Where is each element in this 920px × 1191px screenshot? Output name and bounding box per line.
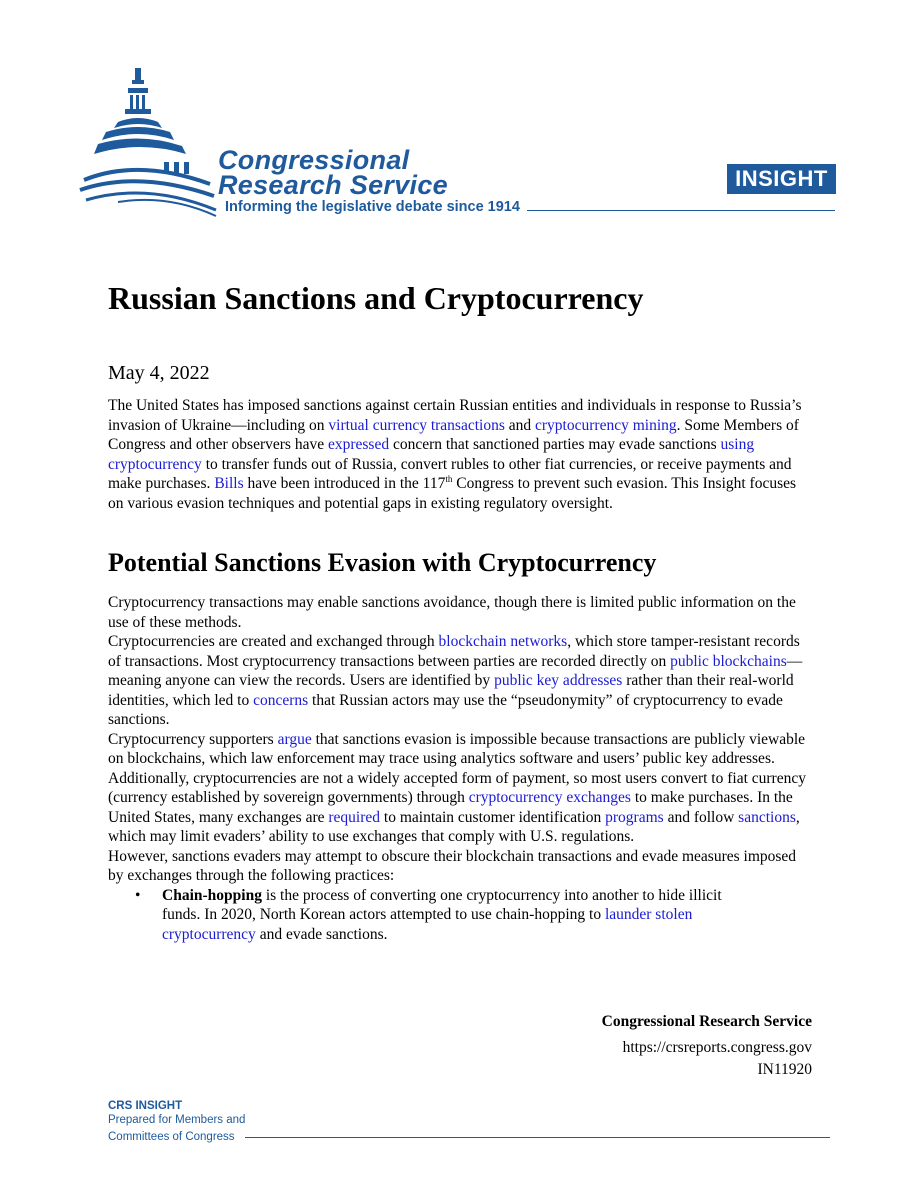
link-argue[interactable]: argue	[277, 730, 312, 748]
link-concerns[interactable]: concerns	[253, 691, 309, 709]
org-tagline: Informing the legislative debate since 1914	[225, 199, 520, 215]
section-heading: Potential Sanctions Evasion with Cryptocurrency	[108, 548, 657, 577]
link-sanctions[interactable]: sanctions	[738, 808, 796, 826]
publication-date: May 4, 2022	[108, 362, 210, 384]
text-run: to transfer funds out of Russia, convert rubles to other fiat currencies, or receive payments and make purchases.	[108, 455, 792, 492]
text-run: Cryptocurrency supporters	[108, 730, 278, 748]
text-run: . Some Members of Congress and other observers have	[108, 416, 799, 453]
link-expressed[interactable]: expressed	[327, 436, 390, 453]
footer-org-name: Congressional Research Service	[601, 1013, 812, 1030]
text-run: —meaning anyone can view the records. Users are identified by	[108, 652, 803, 689]
text-run: The United States has imposed sanctions against certain Russian entities and individuals in response to Russia’s invasion of Ukraine—including on	[108, 397, 802, 434]
link-public-blockchains[interactable]: public blockchains	[670, 652, 787, 670]
list-item	[162, 886, 808, 945]
link-programs[interactable]: programs	[605, 808, 664, 826]
paragraph-4: However, sanctions evaders may attempt to obscure their blockchain transactions and evade measures imposed by exchanges through the following practices:	[108, 847, 797, 884]
page-title: Russian Sanctions and Cryptocurrency	[108, 280, 644, 316]
superscript-th: th	[445, 473, 453, 484]
link-bills[interactable]: Bills	[214, 475, 244, 492]
link-cryptocurrency-mining[interactable]: cryptocurrency mining	[535, 416, 677, 434]
text-run: and evade sanctions.	[255, 925, 388, 943]
text-run: that sanctions evasion is impossible because transactions are publicly viewable on blockchains, which law enforcement may trace using analytics software and users’ public key addresses. Additionally, cryptocurrencies are not a widely accepted form of payment, so most users convert to fiat currency (currency established by sovereign governments) through	[108, 730, 806, 806]
intro-paragraph	[108, 396, 808, 513]
footer-prepared-line2: Committees of Congress	[108, 1131, 235, 1143]
link-cryptocurrency-exchanges[interactable]: cryptocurrency exchanges	[468, 789, 631, 806]
text-run: to maintain customer identification	[380, 808, 606, 826]
paragraph-1: Cryptocurrency transactions may enable sanctions avoidance, though there is limited public information on the use of these methods.	[108, 594, 796, 631]
text-run: Congress to prevent such evasion. This Insight focuses on various evasion techniques and potential gaps in existing regulatory oversight.	[108, 475, 797, 512]
text-run: have been introduced in the 117	[243, 475, 446, 492]
footer-prepared-line1: Prepared for Members and	[108, 1114, 246, 1126]
text-run: that Russian actors may use the “pseudonymity” of cryptocurrency to evade sanctions.	[108, 691, 783, 728]
bullet-term: Chain-hopping	[162, 886, 262, 904]
paragraph-3	[108, 730, 808, 847]
org-name-line1: Congressional	[218, 145, 410, 175]
link-launder-stolen-cryptocurrency[interactable]: launder stolen cryptocurrency	[162, 906, 693, 943]
footer-rule	[245, 1137, 830, 1138]
text-run: and	[504, 416, 536, 434]
section-body	[108, 593, 808, 944]
text-run: Cryptocurrencies are created and exchanged through	[108, 633, 439, 650]
text-run: rather than their real-world identities, which led to	[108, 672, 794, 709]
text-run: is the process of converting one cryptocurrency into another to hide illicit funds. In 2020, North Korean actors attempted to use chain-hopping to	[162, 886, 722, 923]
paragraph-2	[108, 632, 808, 730]
text-run: , which may limit evaders’ ability to use exchanges that comply with U.S. regulations.	[108, 808, 800, 845]
insight-badge: INSIGHT	[727, 164, 836, 194]
report-id: IN11920	[757, 1061, 812, 1078]
footer-crs-insight: CRS INSIGHT	[108, 1100, 183, 1112]
text-run: concern that sanctioned parties may evade sanctions	[389, 436, 721, 453]
link-required[interactable]: required	[328, 808, 381, 826]
text-run: , which store tamper-resistant records of transactions. Most cryptocurrency transactions between parties are recorded directly on	[108, 633, 800, 670]
text-run: to make purchases. In the United States, many exchanges are	[108, 789, 793, 826]
link-blockchain-networks[interactable]: blockchain networks	[438, 633, 568, 650]
link-virtual-currency-transactions[interactable]: virtual currency transactions	[328, 416, 505, 434]
link-public-key-addresses[interactable]: public key addresses	[494, 672, 623, 689]
text-run: and follow	[663, 808, 739, 826]
practices-list	[108, 886, 808, 945]
header-rule	[527, 210, 835, 211]
org-name-line2: Research Service	[218, 170, 448, 200]
capitol-dome-logo-icon	[78, 62, 218, 217]
footer-url[interactable]: https://crsreports.congress.gov	[622, 1039, 812, 1056]
link-using-cryptocurrency[interactable]: using cryptocurrency	[108, 436, 755, 473]
